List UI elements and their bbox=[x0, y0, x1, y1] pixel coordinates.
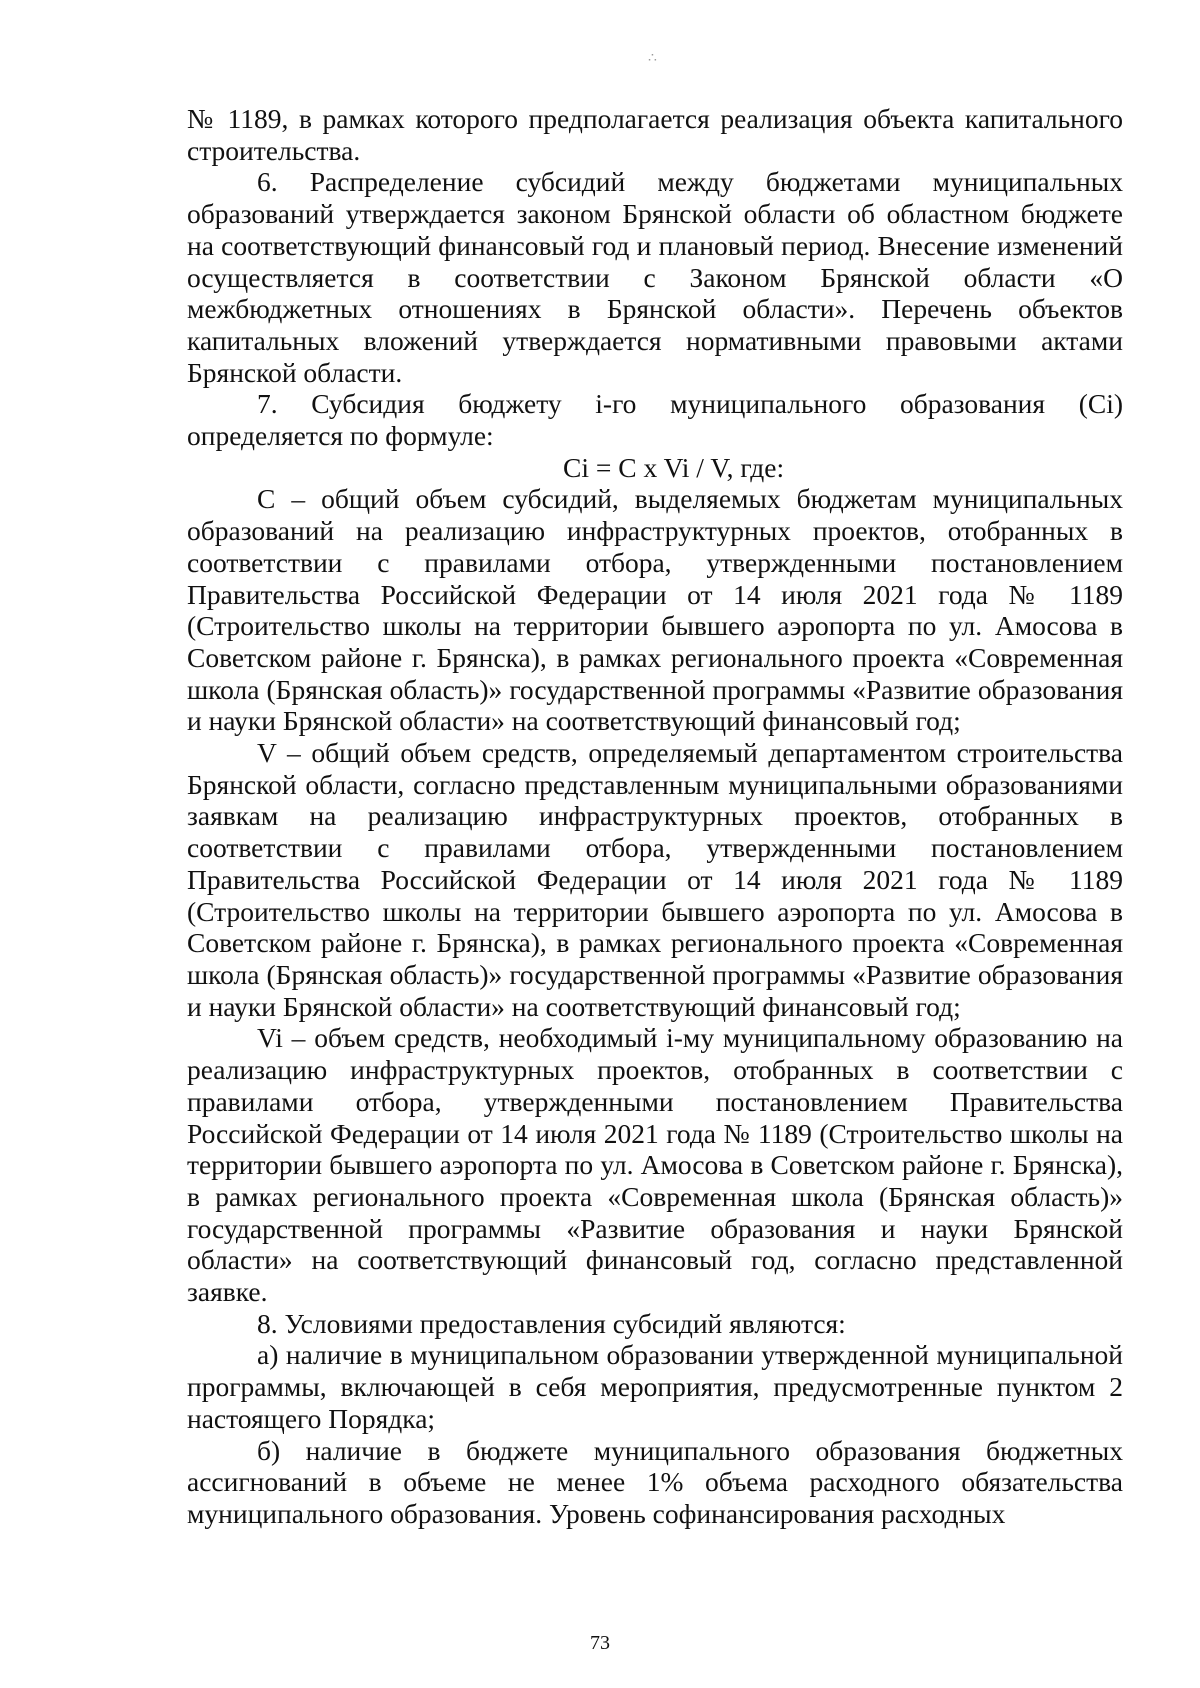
formula: Ci = C x Vi / V, где: bbox=[563, 451, 785, 483]
paragraph-clause-8: 8. Условиями предоставления субсидий являются: bbox=[257, 1307, 846, 1339]
scan-mark: ∴ bbox=[648, 51, 657, 66]
paragraph-continuation: № 1189, в рамках которого предполагается реализация объекта капитального строительства. bbox=[187, 103, 1123, 166]
document-body bbox=[187, 103, 1123, 1530]
paragraph-item-b: б) наличие в бюджете муниципального образования бюджетных ассигнований в объеме не менее 1% объема расходного обязательства муниципального образования. Уровень софинансирования расходных bbox=[187, 1434, 1123, 1529]
paragraph-definition-c: C – общий объем субсидий, выделяемых бюджетам муниципальных образований на реализацию инфраструктурных проектов, отобранных в соответствии с правилами отбора, утвержденными постановлением Правительства Российской Федерации от 14 июля 2021 года № 1189 (Строительство школы на территории бывшего аэропорта по ул. Амосова в Советском районе г. Брянска), в рамках регионального проекта «Современная школа (Брянская область)» государственной программы «Развитие образования и науки Брянской области» на соответствующий финансовый год; bbox=[187, 483, 1123, 737]
page-number: 73 bbox=[590, 1632, 610, 1654]
paragraph-clause-7: 7. Субсидия бюджету i-го муниципального образования (Ci) определяется по формуле: bbox=[187, 388, 1123, 452]
paragraph-definition-v: V – общий объем средств, определяемый департаментом строительства Брянской области, согласно представленным муниципальными образованиями заявкам на реализацию инфраструктурных проектов, отобранных в соответствии с правилами отбора, утвержденными постановлением Правительства Российской Федерации от 14 июля 2021 года № 1189 (Строительство школы на территории бывшего аэропорта по ул. Амосова в Советском районе г. Брянска), в рамках регионального проекта «Современная школа (Брянская область)» государственной программы «Развитие образования и науки Брянской области» на соответствующий финансовый год; bbox=[187, 737, 1123, 1022]
paragraph-clause-6: 6. Распределение субсидий между бюджетами муниципальных образований утверждается законом Брянской области об областном бюджете на соответствующий финансовый год и плановый период. Внесение изменений осуществляется в соответствии с Законом Брянской области «О межбюджетных отношениях в Брянской области». Перечень объектов капитальных вложений утверждается нормативными правовыми актами Брянской области. bbox=[187, 166, 1123, 388]
paragraph-definition-vi: Vi – объем средств, необходимый i-му муниципальному образованию на реализацию инфраструктурных проектов, отобранных в соответствии с правилами отбора, утвержденными постановлением Правительства Российской Федерации от 14 июля 2021 года № 1189 (Строительство школы на территории бывшего аэропорта по ул. Амосова в Советском районе г. Брянска), в рамках регионального проекта «Современная школа (Брянская область)» государственной программы «Развитие образования и науки Брянской области» на соответствующий финансовый год, согласно представленной заявке. bbox=[187, 1022, 1123, 1308]
paragraph-item-a: а) наличие в муниципальном образовании утвержденной муниципальной программы, включающей в себя мероприятия, предусмотренные пунктом 2 настоящего Порядка; bbox=[187, 1339, 1123, 1434]
